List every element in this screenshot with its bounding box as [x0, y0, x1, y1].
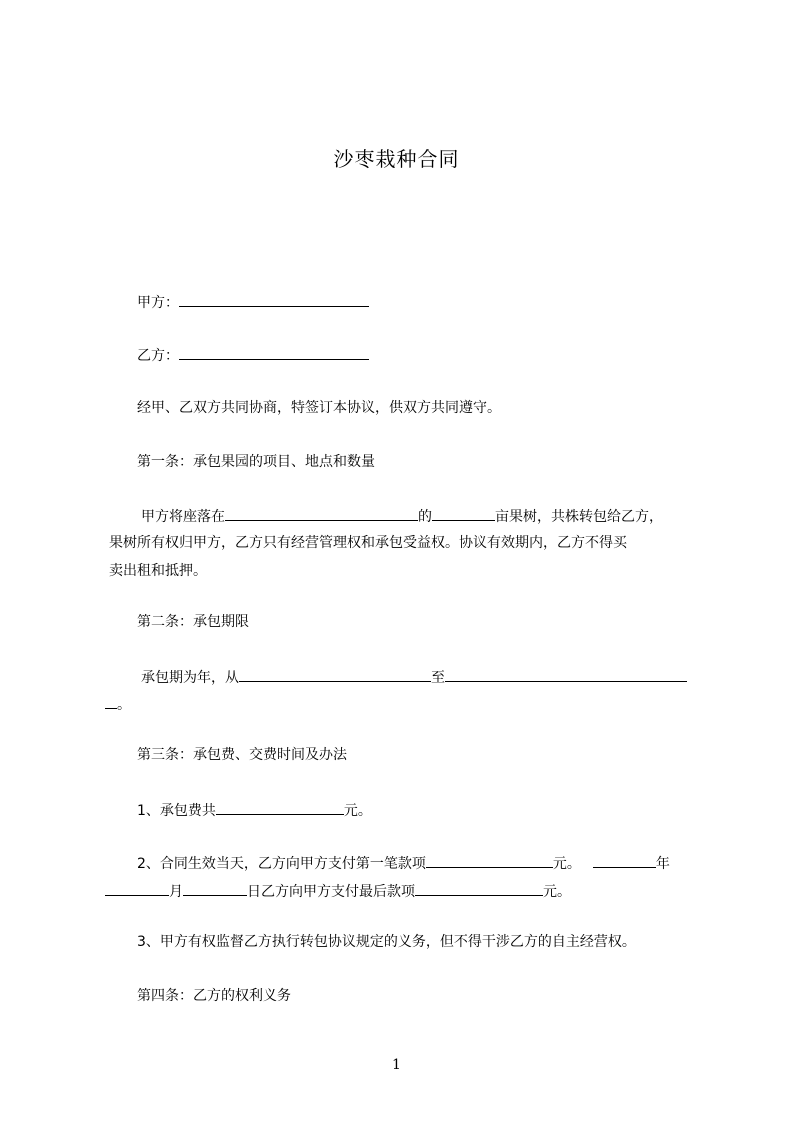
party-b-line: [137, 345, 369, 365]
article-1-text-b: 的: [418, 509, 432, 525]
article-3-item-3: 3、甲方有权监督乙方执行转包协议规定的义务，但不得干涉乙方的自主经营权。: [137, 934, 636, 950]
item-2-text-b: 元。: [552, 856, 581, 872]
day-blank[interactable]: [183, 881, 247, 896]
party-a-label: 甲方：: [137, 295, 179, 311]
intro-paragraph: 经甲、乙双方共同协商，特签订本协议，供双方共同遵守。: [137, 400, 501, 416]
article-3-item-2-line-2: [105, 881, 571, 901]
article-2-end: 。: [117, 697, 131, 713]
article-1-text-c: 亩果树，共株转包给乙方，: [495, 509, 663, 525]
item-1-text-a: 1、承包费共: [137, 803, 216, 819]
article-2-line-1: [141, 667, 687, 687]
article-3-item-1: [137, 800, 372, 820]
final-payment-blank[interactable]: [415, 881, 543, 896]
end-date-blank-cont[interactable]: [105, 694, 117, 709]
start-date-blank[interactable]: [239, 667, 431, 682]
article-2-text-a: 承包期为年，从: [141, 670, 239, 686]
article-1-line-1: [141, 506, 663, 526]
article-4-heading: 第四条：乙方的权利义务: [137, 988, 291, 1004]
party-b-blank[interactable]: [179, 345, 369, 360]
article-1-text-a: 甲方将座落在: [141, 509, 225, 525]
item-1-text-b: 元。: [343, 803, 372, 819]
article-3-item-2-line-1: [137, 853, 670, 873]
page-title: 沙枣栽种合同: [333, 147, 460, 171]
end-date-blank[interactable]: [445, 667, 687, 682]
item-2-text-d: 月: [169, 884, 183, 900]
first-payment-blank[interactable]: [426, 853, 553, 868]
article-1-heading: 第一条：承包果园的项目、地点和数量: [137, 454, 375, 470]
location-blank[interactable]: [225, 506, 418, 521]
article-2-heading: 第二条：承包期限: [137, 614, 249, 630]
acreage-blank[interactable]: [432, 506, 495, 521]
party-b-label: 乙方：: [137, 348, 179, 364]
item-2-text-a: 2、合同生效当天，乙方向甲方支付第一笔款项: [137, 856, 426, 872]
article-2-line-2: [105, 694, 131, 714]
article-1-line-2: 果树所有权归甲方，乙方只有经营管理权和承包受益权。协议有效期内，乙方不得买: [109, 535, 627, 551]
item-2-text-c: 年: [655, 856, 670, 872]
total-fee-blank[interactable]: [216, 800, 344, 815]
article-2-text-b: 至: [431, 670, 445, 686]
month-blank-prefix[interactable]: [105, 881, 169, 896]
article-3-heading: 第三条：承包费、交费时间及办法: [137, 747, 347, 763]
item-2-text-e: 日乙方向甲方支付最后款项: [247, 884, 415, 900]
page-number: 1: [392, 1057, 401, 1073]
party-a-blank[interactable]: [179, 292, 369, 307]
item-2-text-f: 元。: [543, 884, 571, 900]
year-blank[interactable]: [593, 853, 656, 868]
article-1-line-3: 卖出租和抵押。: [109, 563, 207, 579]
party-a-line: [137, 292, 369, 312]
